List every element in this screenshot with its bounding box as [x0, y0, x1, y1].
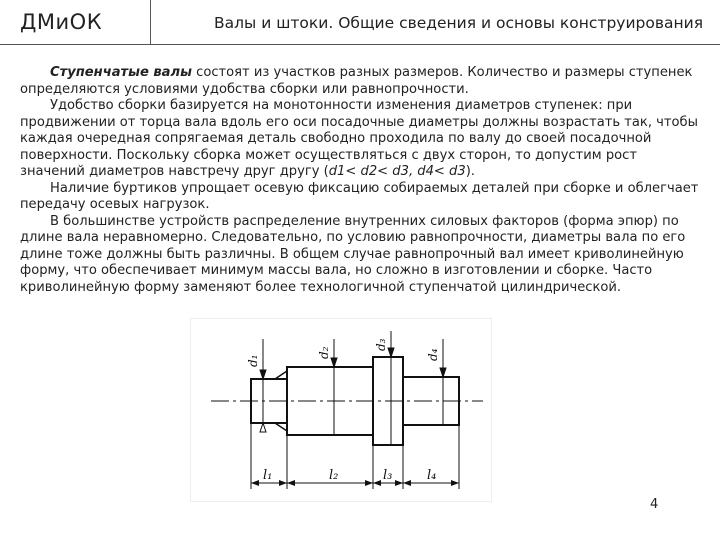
slide-body: [20, 65, 700, 296]
label-d1: d₁: [246, 354, 260, 367]
page-number: 4: [650, 497, 659, 512]
label-l3: l₃: [383, 468, 393, 483]
header-title-cell: [150, 0, 720, 45]
paragraph-1-text: состоят из участков разных размеров. Количество и размеры ступенек определяются условиями удобства сборки или равнопрочности.: [20, 65, 693, 97]
paragraph-assembly: [20, 98, 700, 181]
paragraph-2-text: Удобство сборки базируется на монотонности изменения диаметров ступенек: при продвижении от торца вала вдоль его оси посадочные диаметры должны возрастать так, чтобы каждая очередная сопрягаемая деталь свободно проходила по валу до своей посадочной поверхности. Поскольку сборка может осуществляться с двух сторон, то допустим рост значений диаметров навстречу друг другу (: [20, 98, 698, 179]
label-d2: d₂: [317, 346, 331, 359]
diameter-inequality: d1< d2< d3, d4< d3: [328, 164, 466, 179]
label-d3: d₃: [374, 338, 388, 351]
label-l2: l₂: [329, 468, 339, 483]
term-stepped-shafts: Ступенчатые валы: [50, 65, 192, 80]
paragraph-stepped-shafts: [20, 65, 700, 98]
header-brand-cell: [0, 0, 151, 45]
label-l4: l₄: [427, 468, 437, 483]
paragraph-strength: В большинстве устройств распределение внутренних силовых факторов (форма эпюр) по длине вала неравномерно. Следовательно, по условию равнопрочности, диаметры вала по его длине тоже должны быть различны. В общем случае равнопрочный вал имеет криволинейную форму, что обеспечивает минимум массы вала, но сложно в изготовлении и сборке. Часто криволинейную форму заменяют более технологичной ступенчатой цилиндрической.: [20, 213, 686, 295]
paragraph-collars: Наличие буртиков упрощает осевую фиксацию собираемых деталей при сборке и облегчает передачу осевых нагрузок.: [20, 180, 699, 212]
label-d4: d₄: [426, 348, 440, 361]
shaft-diagram: [191, 319, 491, 501]
label-l1: l₁: [263, 468, 273, 483]
paragraph-2-end: ).: [465, 164, 475, 179]
stepped-shaft-drawing: [190, 318, 492, 502]
course-brand: ДМиОК: [20, 10, 103, 34]
slide-title: Валы и штоки. Общие сведения и основы конструирования: [214, 14, 704, 32]
